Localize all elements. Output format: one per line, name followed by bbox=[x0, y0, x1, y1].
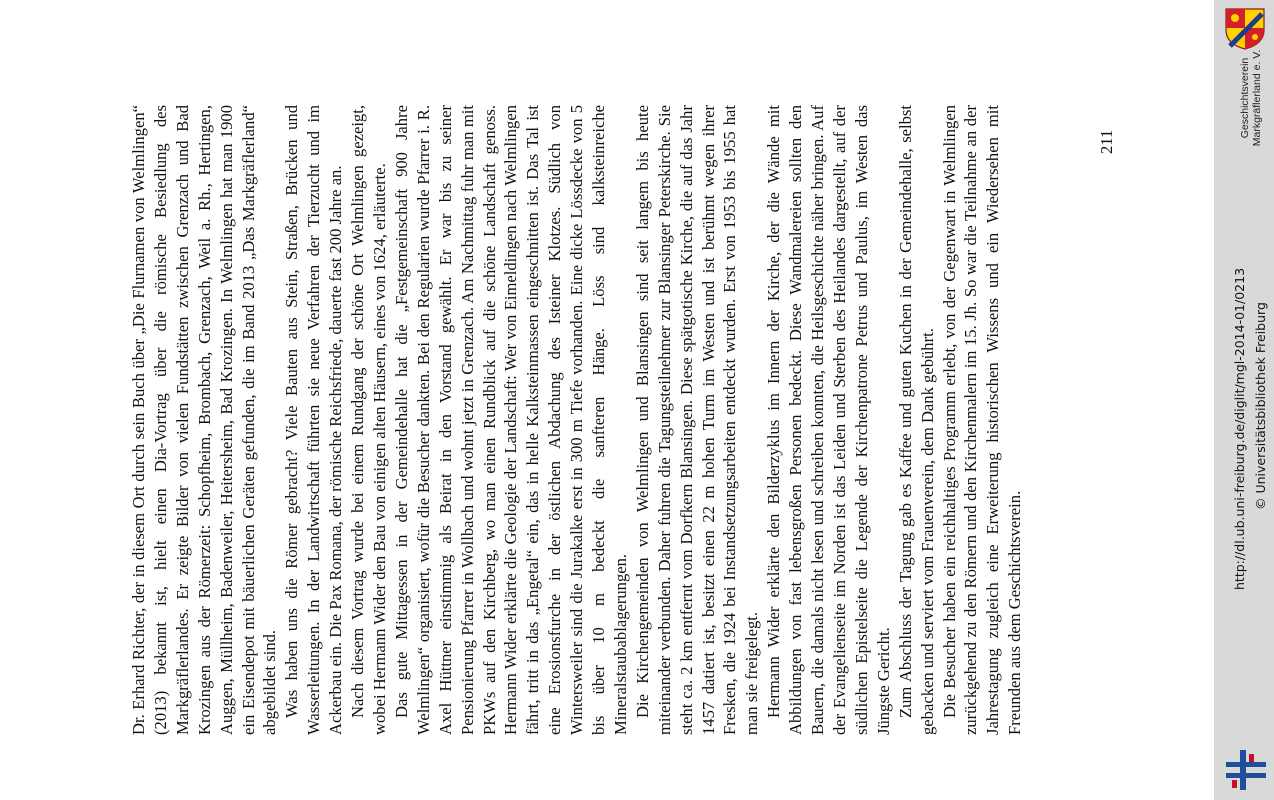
paragraph: Hermann Wider erklärte den Bilderzyklus im Innern der Kirche, der die Wände mit Abbildungen von fast lebensgroßen Personen bedeckt. Diese Wandmalereien sollten den Bauern, die damals nicht lesen und schreiben konnten, die Heilsgeschichte näher bringen. Auf der Evangelienseite im Norden ist das Leiden und Sterben des Heilandes dargestellt, auf der südlichen Epistelseite die Legende der Kirchenpatrone Petrus und Paulus, im Westen das Jüngste Gericht. bbox=[764, 105, 893, 735]
society-name bbox=[1239, 38, 1263, 158]
paragraph: Nach diesem Vortrag wurde bei einem Rundgang der schöne Ort Welmlingen gezeigt, wobei Hermann Wider den Bau von einigen alten Häusern, eines von 1624, erläuterte. bbox=[348, 105, 389, 735]
source-url-link[interactable]: http://dl.ub.uni-freiburg.de/diglit/mgl-2014-01/0213 bbox=[1232, 267, 1247, 590]
society-line: Markgräflerland e. V. bbox=[1251, 49, 1263, 147]
paragraph: Die Kirchengemeinden von Welmlingen und Blansingen sind seit langem bis heute miteinander verbunden. Daher fuhren die Tagungsteilnehmer zur Blansinger Peterskirche. Sie steht ca. 2 km entfernt vom Dorfkern Blansingen. Diese spätgotische Kirche, die auf das Jahr 1457 datiert ist, besitzt einen 22 m hohen Turm im Westen und ist berühmt wegen ihrer Fresken, die 1924 bei Instandsetzungsarbeiten entdeckt wurden. Erst von 1953 bis 1955 hat man sie freigelegt. bbox=[632, 105, 762, 735]
paragraph: Das gute Mittagessen in der Gemeindehalle hat die „Festgemeinschaft 900 Jahre Welmlingen“ organisiert, wofür die Besucher dankten. Bei den Regularien wurde Pfarrer i. R. Axel Hüttner einstimmig als Beirat in den Vorstand gewählt. Er war bis zu seiner Pensionierung Pfarrer in Wollbach und wohnt jetzt in Grenzach. Am Nachmittag fuhr man mit PKWs auf den Kirchberg, wo man einen Rundblick auf die schöne Landschaft genoss. Hermann Wider erklärte die Geologie der Landschaft: Wer von Eimeldingen nach Welmlingen fährt, tritt in das „Engetal“ ein, das in helle Kalksteinmassen eingeschnitten ist. Das Tal ist eine Erosionsfurche in der östlichen Abdachung des Isteiner Klotzes. Südlich von Wintersweiler sind die Jurakalke erst in 300 m Tiefe vorhanden. Eine dicke Lössdecke von 5 bis über 10 m bedeckt die sanfteren Hänge. Löss sind kalksteinreiche Mineralstaubablagerungen. bbox=[391, 105, 630, 735]
paragraph: Dr. Erhard Richter, der in diesem Ort durch sein Buch über „Die Flurnamen von Welmlingen“ (2013) bekannt ist, hielt einen Dia-Vortrag über die römische Besiedlung des Markgräflerlandes. Er zeigte Bilder von vielen Fundstätten zwischen Grenzach und Bad Krozingen aus der Römerzeit: Schopfheim, Brombach, Grenzach, Weil a. Rh., Hertingen, Auggen, Müllheim, Badenweiler, Heitersheim, Bad Krozingen. In Welmlingen hat man 1900 ein Eisendepot mit bäuerlichen Geräten gefunden, die im Band 2013 „Das Markgräflerland“ abgebildet sind. bbox=[129, 105, 280, 735]
copyright-notice: © Universitätsbibliothek Freiburg bbox=[1253, 302, 1268, 510]
article-text bbox=[128, 105, 1026, 735]
ub-freiburg-logo-icon bbox=[1224, 748, 1268, 792]
society-line: Geschichtsverein bbox=[1239, 57, 1251, 139]
page-number: 211 bbox=[1097, 129, 1116, 154]
paragraph: Zum Abschluss der Tagung gab es Kaffee und guten Kuchen in der Gemeindehalle, selbst gebacken und serviert vom Frauenverein, dem Dank gebührt. bbox=[895, 105, 937, 735]
paragraph: Die Besucher haben ein reichhaltiges Programm erlebt, von der Gegenwart in Welmlingen zurückgehend zu den Römern und den Kirchenmalern im 15. Jh. So war die Teilnahme an der Jahrestagung zugleich eine Erweiterung historischen Wissens und ein Wiedersehen mit Freunden aus dem Geschichtsverein. bbox=[939, 105, 1025, 735]
paragraph: Was haben uns die Römer gebracht? Viele Bauten aus Stein, Straßen, Brücken und Wasserleitungen. In der Landwirtschaft führten sie neue Verfahren der Tierzucht und im Ackerbau ein. Die Pax Romana, der römische Reichsfriede, dauerte fast 200 Jahre an. bbox=[282, 105, 346, 735]
